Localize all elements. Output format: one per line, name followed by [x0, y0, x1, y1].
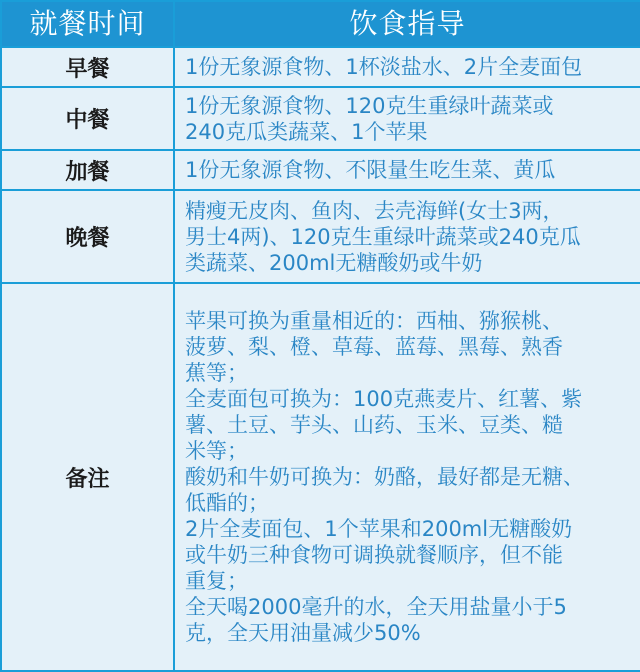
note-line: 重复；	[185, 569, 248, 593]
meal-label-breakfast: 早餐	[1, 47, 174, 87]
note-line: 克，全天用油量减少50%	[185, 621, 421, 645]
meal-label-snack: 加餐	[1, 150, 174, 190]
table-row-breakfast	[1, 47, 640, 87]
table-row-notes	[1, 283, 640, 671]
table-row-lunch	[1, 87, 640, 150]
note-line: 蕉等；	[185, 361, 248, 385]
guide-line: 男士4两)、120克生重绿叶蔬菜或240克瓜	[185, 224, 581, 249]
guide-cell-breakfast	[174, 47, 640, 87]
meal-label-notes: 备注	[1, 283, 174, 671]
guide-line: 类蔬菜、200ml无糖酸奶或牛奶	[185, 250, 483, 275]
note-line: 菠萝、梨、橙、草莓、蓝莓、黑莓、熟香	[185, 335, 563, 359]
meal-label-dinner: 晚餐	[1, 190, 174, 283]
guide-line: 240克瓜类蔬菜、1个苹果	[185, 119, 428, 144]
guide-line: 1份无象源食物、120克生重绿叶蔬菜或	[185, 93, 554, 118]
guide-line: 1份无象源食物、不限量生吃生菜、黄瓜	[185, 158, 556, 182]
table-row-snack	[1, 150, 640, 190]
header-diet-guide: 饮食指导	[174, 1, 640, 47]
guide-cell-dinner	[174, 190, 640, 283]
note-line: 薯、土豆、芋头、山药、玉米、豆类、糙	[185, 413, 563, 437]
note-line: 全天喝2000毫升的水，全天用盐量小于5	[185, 595, 567, 619]
note-line: 低酯的；	[185, 491, 269, 515]
note-line: 米等；	[185, 439, 248, 463]
guide-cell-lunch	[174, 87, 640, 150]
guide-cell-notes	[174, 283, 640, 671]
guide-line: 1份无象源食物、1杯淡盐水、2片全麦面包	[185, 55, 583, 79]
header-meal-time: 就餐时间	[1, 1, 174, 47]
note-line: 酸奶和牛奶可换为：奶酪，最好都是无糖、	[185, 465, 584, 489]
meal-label-lunch: 中餐	[1, 87, 174, 150]
note-line: 或牛奶三种食物可调换就餐顺序，但不能	[185, 543, 563, 567]
note-line: 2片全麦面包、1个苹果和200ml无糖酸奶	[185, 517, 573, 541]
note-line: 全麦面包可换为：100克燕麦片、红薯、紫	[185, 387, 583, 411]
header-row	[1, 1, 640, 47]
note-line: 苹果可换为重量相近的：西柚、猕猴桃、	[185, 309, 563, 333]
guide-cell-snack	[174, 150, 640, 190]
guide-line: 精瘦无皮肉、鱼肉、去壳海鲜(女士3两，	[185, 198, 564, 223]
table-row-dinner	[1, 190, 640, 283]
